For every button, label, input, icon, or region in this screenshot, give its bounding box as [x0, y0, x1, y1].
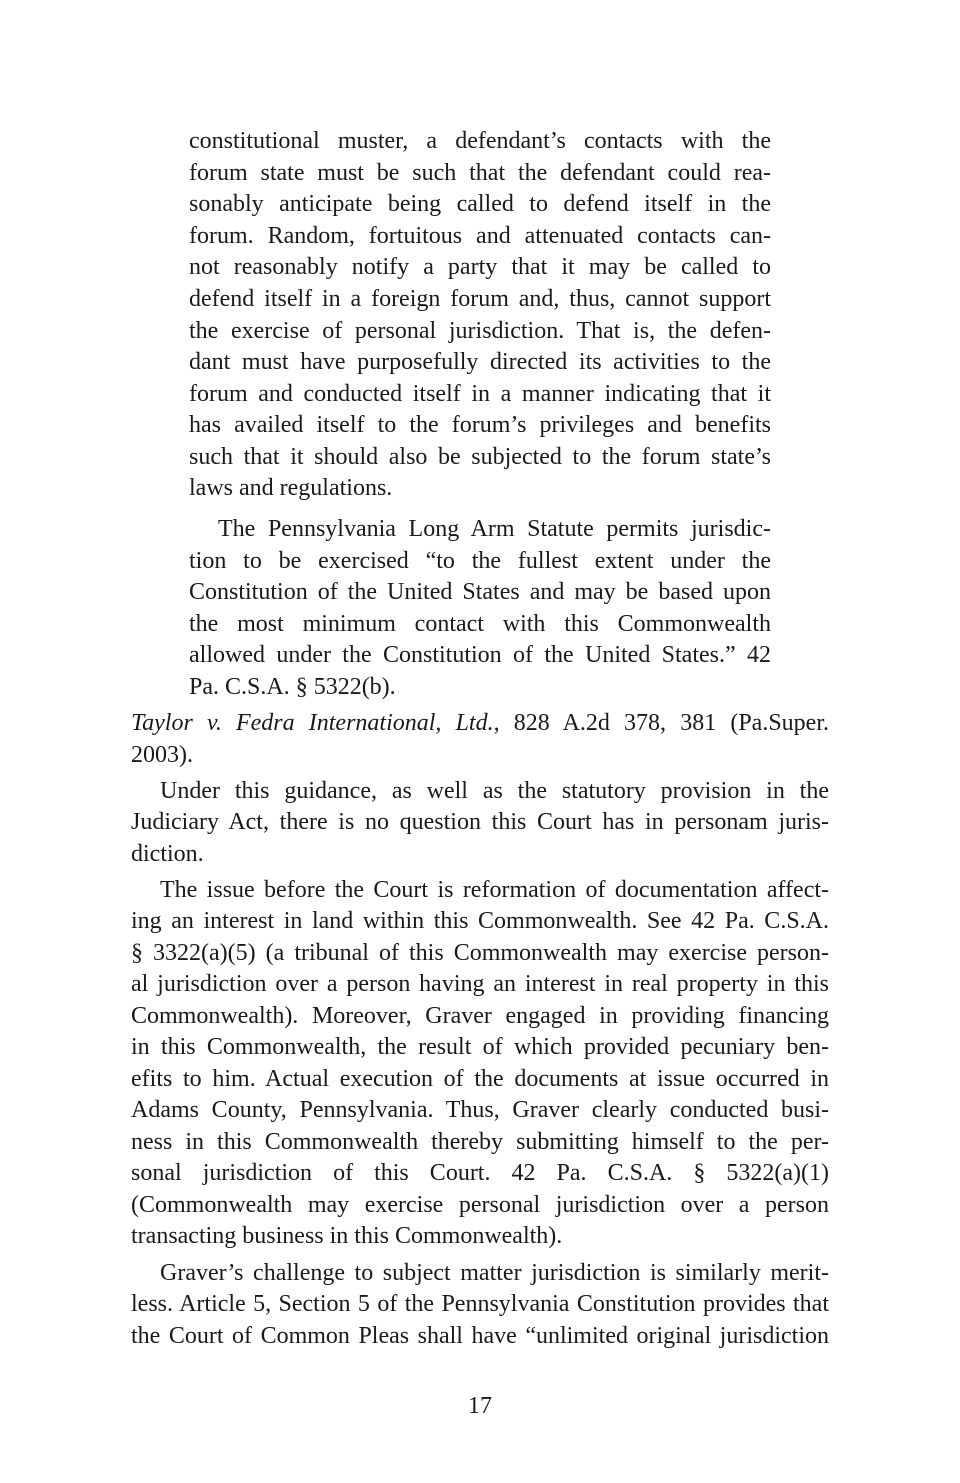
quote-line: forum. Random, fortuitous and attenuated contacts can- — [189, 223, 771, 249]
quote-line: laws and regulations. — [189, 475, 393, 501]
quote-line: sonably anticipate being called to defend itself in the — [189, 191, 771, 217]
quote-line: not reasonably notify a party that it may be called to — [189, 254, 771, 280]
body-line: diction. — [131, 841, 204, 867]
quote-line: Constitution of the United States and may be based upon — [189, 579, 771, 605]
body-line: less. Article 5, Section 5 of the Pennsylvania Constitution provides that — [131, 1291, 829, 1317]
quote-line: Pa. C.S.A. § 5322(b). — [189, 674, 396, 700]
quote-line: such that it should also be subjected to the forum state’s — [189, 444, 771, 470]
body-line: sonal jurisdiction of this Court. 42 Pa. C.S.A. § 5322(a)(1) — [131, 1160, 829, 1186]
body-line: ing an interest in land within this Commonwealth. See 42 Pa. C.S.A. — [131, 908, 829, 934]
quote-line: has availed itself to the forum’s privileges and benefits — [189, 412, 771, 438]
body-line: Commonwealth). Moreover, Graver engaged in providing financing — [131, 1003, 829, 1029]
body-line: Judiciary Act, there is no question this Court has in personam juris- — [131, 809, 829, 835]
body-line: Graver’s challenge to subject matter jurisdiction is similarly merit- — [160, 1260, 829, 1286]
quote-line: dant must have purposefully directed its activities to the — [189, 349, 771, 375]
body-line: the Court of Common Pleas shall have “unlimited original jurisdiction — [131, 1323, 829, 1349]
body-line: (Commonwealth may exercise personal jurisdiction over a person — [131, 1192, 829, 1218]
body-line: § 3322(a)(5) (a tribunal of this Commonwealth may exercise person- — [131, 940, 829, 966]
body-line: Adams County, Pennsylvania. Thus, Graver clearly conducted busi- — [131, 1097, 829, 1123]
quote-line: The Pennsylvania Long Arm Statute permits jurisdic- — [218, 516, 771, 542]
citation-line — [131, 707, 829, 739]
quote-line: forum and conducted itself in a manner indicating that it — [189, 381, 771, 407]
body-line: al jurisdiction over a person having an interest in real property in this — [131, 971, 829, 997]
body-line: Under this guidance, as well as the statutory provision in the — [160, 778, 829, 804]
body-line: in this Commonwealth, the result of which provided pecuniary ben- — [131, 1034, 829, 1060]
case-name: Taylor v. Fedra International, Ltd. — [131, 710, 494, 736]
page-number: 17 — [468, 1393, 492, 1419]
quote-line: tion to be exercised “to the fullest extent under the — [189, 548, 771, 574]
quote-line: the most minimum contact with this Commonwealth — [189, 611, 771, 637]
quote-line: the exercise of personal jurisdiction. That is, the defen- — [189, 318, 771, 344]
quote-line: defend itself in a foreign forum and, thus, cannot support — [189, 286, 771, 312]
body-line: efits to him. Actual execution of the documents at issue occurred in — [131, 1066, 829, 1092]
citation-line: 2003). — [131, 742, 193, 768]
quote-line: allowed under the Constitution of the United States.” 42 — [189, 642, 771, 668]
body-line: transacting business in this Commonwealth). — [131, 1223, 563, 1249]
body-line: The issue before the Court is reformation of documentation affect- — [160, 877, 829, 903]
body-line: ness in this Commonwealth thereby submitting himself to the per- — [131, 1129, 829, 1155]
quote-line: forum state must be such that the defendant could rea- — [189, 160, 771, 186]
citation-reporter: , 828 A.2d 378, 381 (Pa.Super. — [493, 710, 829, 736]
quote-line: constitutional muster, a defendant’s contacts with the — [189, 128, 771, 154]
